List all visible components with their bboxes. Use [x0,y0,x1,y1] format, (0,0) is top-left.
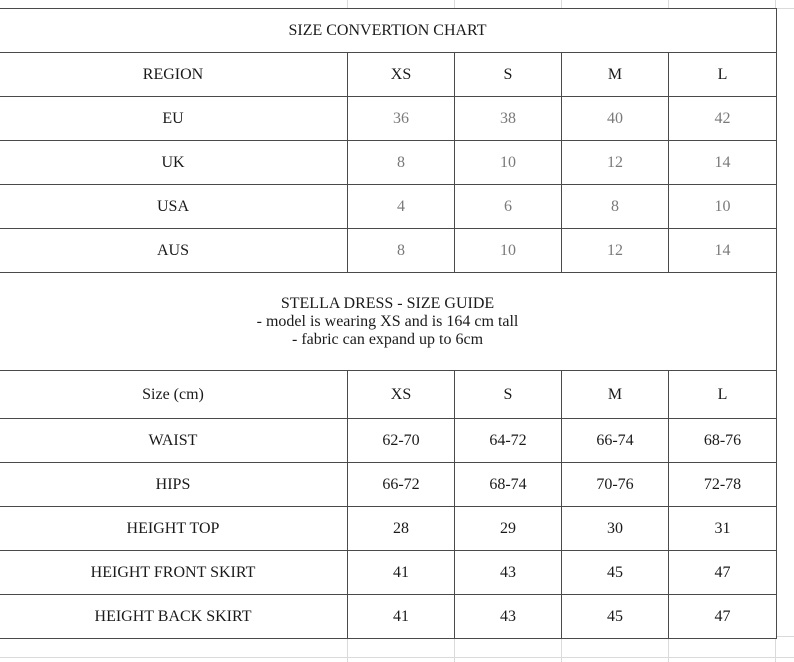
region-cell[interactable]: EU [0,97,348,141]
table-row [0,507,777,551]
region-cell[interactable]: UK [0,141,348,185]
table-row [0,97,777,141]
value-cell[interactable]: 72-78 [669,463,777,507]
size-l-header-cell[interactable]: L [669,371,777,419]
value-cell[interactable]: 70-76 [562,463,669,507]
value-cell[interactable]: 30 [562,507,669,551]
value-cell[interactable]: 66-74 [562,419,669,463]
value-cell[interactable]: 31 [669,507,777,551]
conversion-chart-title[interactable]: SIZE CONVERTION CHART [0,9,777,53]
value-cell[interactable]: 38 [455,97,562,141]
region-header-cell[interactable]: REGION [0,53,348,97]
measurement-label-cell[interactable]: HIPS [0,463,348,507]
table-row [0,551,777,595]
value-cell[interactable]: 66-72 [348,463,455,507]
size-s-header-cell[interactable]: S [455,53,562,97]
value-cell[interactable]: 68-76 [669,419,777,463]
measurement-label-cell[interactable]: WAIST [0,419,348,463]
measurement-label-cell[interactable]: HEIGHT BACK SKIRT [0,595,348,639]
value-cell[interactable]: 10 [455,229,562,273]
table-row [0,141,777,185]
size-guide-title-row [0,273,777,371]
value-cell[interactable]: 62-70 [348,419,455,463]
size-m-header-cell[interactable]: M [562,371,669,419]
value-cell[interactable]: 41 [348,595,455,639]
grid-line [0,657,794,658]
value-cell[interactable]: 45 [562,595,669,639]
size-xs-header-cell[interactable]: XS [348,53,455,97]
value-cell[interactable]: 10 [455,141,562,185]
conversion-title-row [0,9,777,53]
table-row [0,595,777,639]
value-cell[interactable]: 8 [348,141,455,185]
value-cell[interactable]: 45 [562,551,669,595]
value-cell[interactable]: 47 [669,551,777,595]
value-cell[interactable]: 12 [562,141,669,185]
value-cell[interactable]: 4 [348,185,455,229]
value-cell[interactable]: 47 [669,595,777,639]
value-cell[interactable]: 68-74 [455,463,562,507]
measurement-label-cell[interactable]: HEIGHT FRONT SKIRT [0,551,348,595]
size-xs-header-cell[interactable]: XS [348,371,455,419]
size-s-header-cell[interactable]: S [455,371,562,419]
size-guide-header-row [0,371,777,419]
value-cell[interactable]: 8 [562,185,669,229]
value-cell[interactable]: 42 [669,97,777,141]
value-cell[interactable]: 12 [562,229,669,273]
size-m-header-cell[interactable]: M [562,53,669,97]
value-cell[interactable]: 40 [562,97,669,141]
value-cell[interactable]: 14 [669,229,777,273]
value-cell[interactable]: 14 [669,141,777,185]
value-cell[interactable]: 41 [348,551,455,595]
size-chart-table [0,8,777,639]
table-row [0,185,777,229]
region-cell[interactable]: AUS [0,229,348,273]
size-cm-header-cell[interactable]: Size (cm) [0,371,348,419]
measurement-label-cell[interactable]: HEIGHT TOP [0,507,348,551]
value-cell[interactable]: 6 [455,185,562,229]
size-guide-title-cell[interactable] [0,273,777,371]
size-guide-note: - model is wearing XS and is 164 cm tall [256,312,519,330]
region-cell[interactable]: USA [0,185,348,229]
size-guide-note: - fabric can expand up to 6cm [291,330,484,348]
value-cell[interactable]: 8 [348,229,455,273]
size-l-header-cell[interactable]: L [669,53,777,97]
value-cell[interactable]: 29 [455,507,562,551]
value-cell[interactable]: 43 [455,551,562,595]
value-cell[interactable]: 43 [455,595,562,639]
value-cell[interactable]: 64-72 [455,419,562,463]
value-cell[interactable]: 28 [348,507,455,551]
value-cell[interactable]: 36 [348,97,455,141]
table-row [0,463,777,507]
value-cell[interactable]: 10 [669,185,777,229]
table-row [0,229,777,273]
conversion-header-row [0,53,777,97]
size-guide-title: STELLA DRESS - SIZE GUIDE [280,294,495,312]
table-row [0,419,777,463]
